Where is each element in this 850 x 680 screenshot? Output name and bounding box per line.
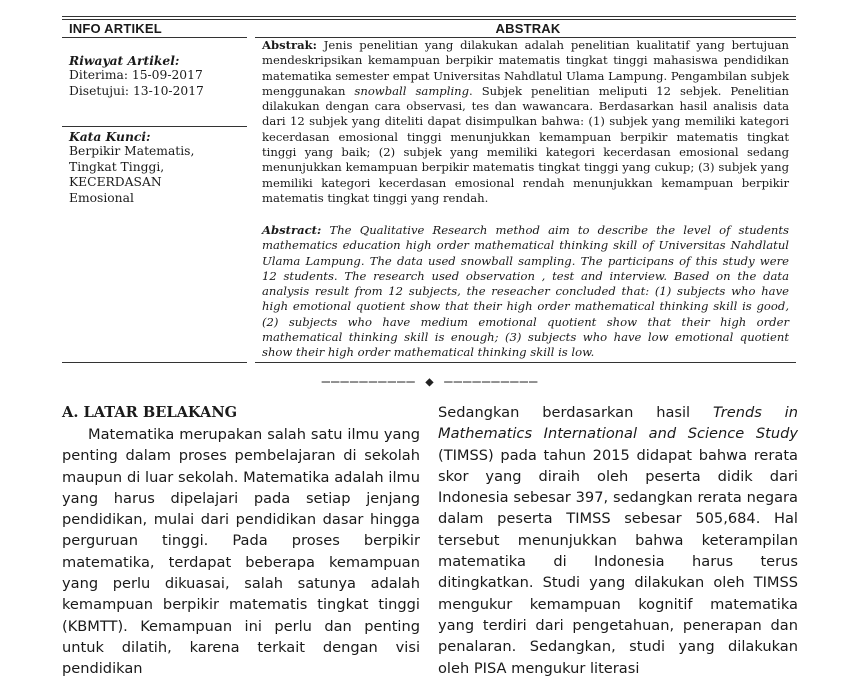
abstract-en-lead: Abstract: bbox=[262, 223, 322, 237]
abstract-en bbox=[262, 223, 789, 361]
info-heading-rule bbox=[62, 37, 247, 38]
timss-emphasis: Trends in Mathematics International and Science Study bbox=[438, 404, 798, 443]
info-artikel-heading: INFO ARTIKEL bbox=[69, 21, 162, 36]
received-date: Diterima: 15-09-2017 bbox=[69, 68, 203, 83]
abstrak-heading: ABSTRAK bbox=[495, 21, 561, 36]
right-text-1: Sedangkan berdasarkan hasil bbox=[438, 404, 713, 421]
info-bottom-rule bbox=[62, 362, 247, 363]
history-label: Riwayat Artikel: bbox=[69, 53, 180, 68]
section-divider: ―――――――――― ◆ ―――――――――― bbox=[321, 374, 539, 390]
abstract-id-lead: Abstrak: bbox=[262, 38, 317, 52]
keyword-item: KECERDASAN bbox=[69, 175, 162, 190]
article-info bbox=[69, 53, 249, 99]
body-left-column bbox=[62, 402, 420, 680]
abstract-id-text-1: Jenis penelitian yang dilakukan adalah penelitian kualitatif yang bertujuan mendeskripsikan kemampuan berpikir matematis tingkat tinggi mahasiswa pendidikan matematika semester empat Universitas Nahdlatul Ulama Lampung. Pengambilan subjek menggunakan bbox=[262, 38, 789, 98]
keyword-item: Tingkat Tinggi, bbox=[69, 159, 165, 174]
top-rule-inner bbox=[62, 19, 796, 20]
section-title: A. LATAR BELAKANG bbox=[62, 404, 238, 421]
keyword-item: Emosional bbox=[69, 190, 134, 205]
approved-date: Disetujui: 13-10-2017 bbox=[69, 83, 204, 98]
abstract-id bbox=[262, 38, 789, 206]
left-paragraph: Matematika merupakan salah satu ilmu yang penting dalam proses pembelajaran di sekolah maupun di luar sekolah. Matematika adalah ilmu yang harus dipelajari pada setiap jenjang pendidikan, mulai dari pendidikan dasar hingga perguruan tinggi. Pada proses berpikir matematika, terdapat beberapa kemampuan yang perlu dikuasai, salah satunya adalah kemampuan berpikir matematis tingkat tinggi (KBMTT). Kemampuan ini perlu dan penting untuk dilatih, karena terkait dengan visi pendidikan bbox=[62, 426, 420, 678]
body-right-column bbox=[438, 402, 798, 679]
abstract-id-emphasis: snowball sampling bbox=[354, 83, 470, 98]
right-text-2: (TIMSS) pada tahun 2015 didapat bahwa rerata skor yang diraih oleh peserta didik dari Indonesia sebesar 397, sedangkan rerata negara dalam peserta TIMSS sebesar 505,684. Hal tersebut menunjukkan bahwa keterampilan matematika di Indonesia harus terus ditingkatkan. Studi yang dilakukan oleh TIMSS mengukur kemampuan kognitif matematika yang terdiri dari pengetahuan, penerapan dan penalaran. Sedangkan, studi yang dilakukan oleh PISA mengukur literasi bbox=[438, 446, 798, 677]
abstract-en-text: The Qualitative Research method aim to describe the level of students mathematics education high order mathematical thinking skill of Universitas Nahdlatul Ulama Lampung. The data used snowball sampling. The participans of this study were 12 students. The research used observation , test and interview. Based on the data analysis result from 12 subjects, the reseacher concluded that: (1) subjects who have high emotional quotient show that their high order mathematical thinking skill is good, (2) subjects who have medium emotional quotient show that their high order mathematical thinking skill is enough; (3) subjects who have low emotional quotient show their high order mathematical thinking skill is low. bbox=[262, 223, 789, 360]
top-rule-outer bbox=[62, 16, 796, 17]
abstract-bottom-rule bbox=[255, 362, 796, 363]
keyword-item: Berpikir Matematis, bbox=[69, 144, 195, 159]
keywords-block bbox=[69, 129, 249, 206]
abstract-id-text-2: . Subjek penelitian meliputi 12 sebjek. Penelitian dilakukan dengan cara observasi, tes dan wawancara. Berdasarkan hasil analisis data dari 12 subjek yang diteliti dapat disimpulkan bahwa: (1) subjek yang memiliki kategori kecerdasan emosional tinggi menunjukkan kemampuan berpikir matematis tingkat tinggi yang baik; (2) subjek yang memiliki kategori kecerdasan emosional sedang menunjukkan kemampuan berpikir matematis tingkat tinggi yang cukup; (3) subjek yang memiliki kategori kecerdasan emosional rendah menunjukkan kemampuan berpikir matematis tingkat tinggi yang rendah. bbox=[262, 83, 789, 205]
info-separator-rule bbox=[62, 126, 247, 127]
keywords-label: Kata Kunci: bbox=[69, 129, 151, 144]
right-paragraph bbox=[438, 402, 798, 679]
